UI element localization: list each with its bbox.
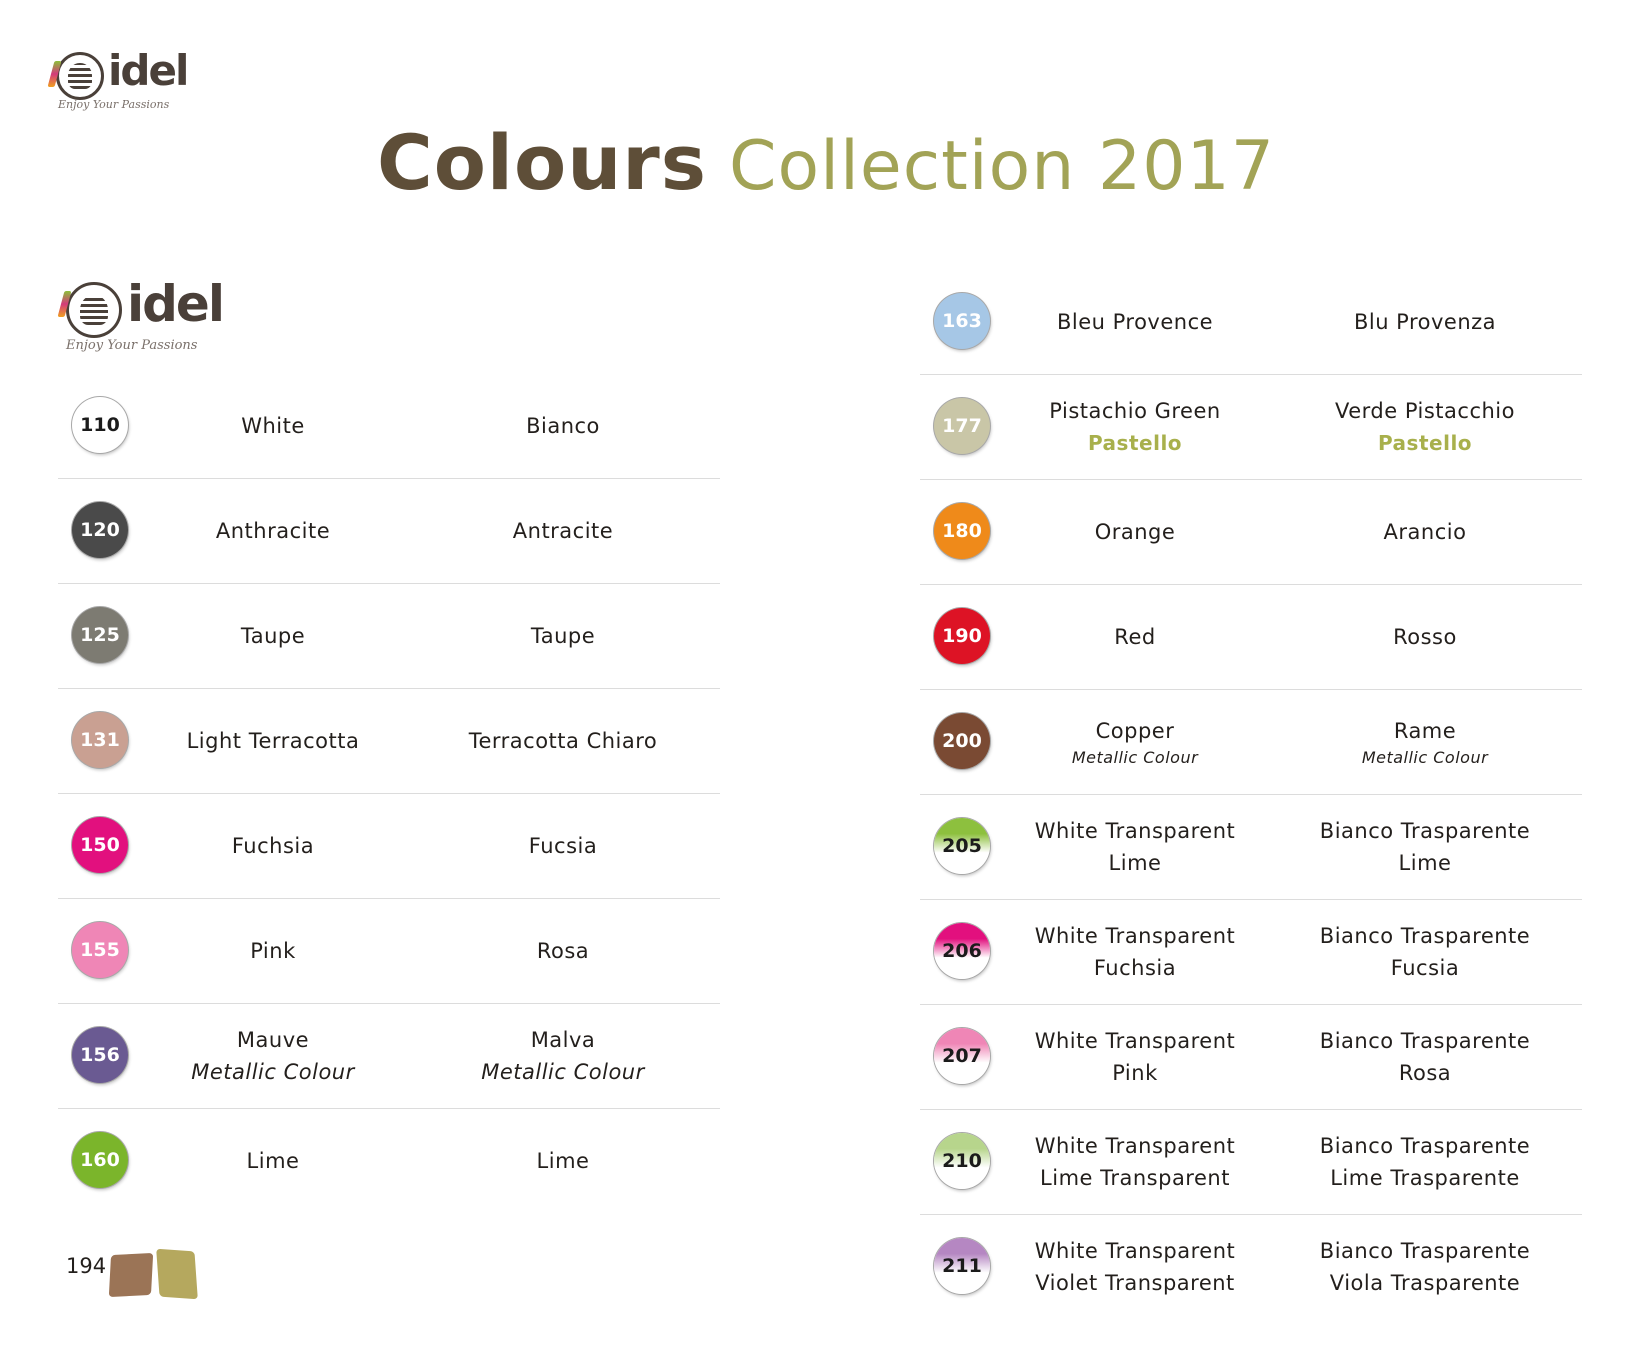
color-row xyxy=(920,585,1582,690)
english-name: Red xyxy=(1114,625,1156,649)
english-name: Pink xyxy=(250,939,296,963)
color-swatch-badge xyxy=(72,817,128,873)
english-name: Copper xyxy=(1095,719,1175,743)
english-name: White Transparent xyxy=(1034,1239,1236,1263)
english-name-cell xyxy=(168,794,378,898)
italian-name-detail: Rosa xyxy=(1398,1061,1452,1085)
color-code: 131 xyxy=(80,729,120,751)
logo-emblem-icon xyxy=(56,52,104,100)
italian-name-cell xyxy=(448,1004,678,1108)
color-row xyxy=(58,1109,720,1213)
english-name-detail: Pink xyxy=(1112,1061,1158,1085)
italian-name: Fucsia xyxy=(528,834,598,858)
color-code: 206 xyxy=(942,940,982,962)
color-swatch-badge xyxy=(72,922,128,978)
color-code: 177 xyxy=(942,415,982,437)
english-name-detail: Lime xyxy=(1108,851,1162,875)
color-row xyxy=(920,270,1582,375)
italian-name-detail: Metallic Colour xyxy=(481,1060,645,1084)
italian-name: Rosso xyxy=(1393,625,1457,649)
italian-name-cell xyxy=(448,794,678,898)
italian-name-detail: Fucsia xyxy=(1390,956,1460,980)
color-code: 163 xyxy=(942,310,982,332)
logo-emblem-icon xyxy=(66,282,122,338)
italian-name-detail: Metallic Colour xyxy=(1361,748,1489,767)
italian-name: Bianco Trasparente xyxy=(1319,1134,1531,1158)
page-title xyxy=(0,118,1652,207)
color-code: 205 xyxy=(942,835,982,857)
italian-name-cell xyxy=(1310,690,1540,794)
title-sub: Collection 2017 xyxy=(729,127,1276,206)
color-swatch-badge xyxy=(72,1132,128,1188)
color-table-left xyxy=(58,374,720,1213)
italian-name-cell xyxy=(1310,375,1540,479)
english-name-detail: Pastello xyxy=(1087,431,1183,455)
english-name-cell xyxy=(1030,375,1240,479)
italian-name: Arancio xyxy=(1383,520,1467,544)
color-code: 120 xyxy=(80,519,120,541)
italian-name-cell xyxy=(448,374,678,478)
color-row xyxy=(920,795,1582,900)
brand-logo xyxy=(56,46,188,111)
color-row xyxy=(58,479,720,584)
english-name-cell xyxy=(168,1109,378,1213)
english-name: Anthracite xyxy=(215,519,331,543)
italian-name: Bianco Trasparente xyxy=(1319,1029,1531,1053)
italian-name-cell xyxy=(448,479,678,583)
english-name: White Transparent xyxy=(1034,1029,1236,1053)
color-swatch-badge xyxy=(72,712,128,768)
english-name-cell xyxy=(1030,690,1240,794)
clay-swatch-olive-icon xyxy=(156,1249,198,1300)
english-name: Taupe xyxy=(240,624,306,648)
english-name-cell xyxy=(1030,480,1240,584)
color-swatch-badge xyxy=(934,293,990,349)
color-swatch-badge xyxy=(72,502,128,558)
color-code: 190 xyxy=(942,625,982,647)
english-name-cell xyxy=(1030,1005,1240,1109)
color-row xyxy=(920,1215,1582,1319)
color-swatch-badge xyxy=(934,818,990,874)
color-row xyxy=(58,794,720,899)
italian-name-cell xyxy=(1310,1110,1540,1214)
color-code: 200 xyxy=(942,730,982,752)
color-swatch-badge xyxy=(934,503,990,559)
color-row xyxy=(58,374,720,479)
color-swatch-badge xyxy=(934,713,990,769)
italian-name-cell xyxy=(1310,795,1540,899)
color-swatch-badge xyxy=(934,1028,990,1084)
table-logo xyxy=(66,275,223,353)
english-name-cell xyxy=(168,1004,378,1108)
english-name: Orange xyxy=(1094,520,1176,544)
english-name-cell xyxy=(1030,900,1240,1004)
italian-name: Terracotta Chiaro xyxy=(468,729,658,753)
english-name-cell xyxy=(168,899,378,1003)
color-row xyxy=(920,480,1582,585)
english-name: White Transparent xyxy=(1034,1134,1236,1158)
italian-name: Lime xyxy=(536,1149,590,1173)
italian-name-detail: Lime xyxy=(1398,851,1452,875)
english-name-detail: Metallic Colour xyxy=(1071,748,1199,767)
english-name-cell xyxy=(168,479,378,583)
color-row xyxy=(58,899,720,1004)
english-name: Pistachio Green xyxy=(1049,399,1221,423)
title-main: Colours xyxy=(376,118,708,207)
english-name-cell xyxy=(168,584,378,688)
english-name: White Transparent xyxy=(1034,924,1236,948)
english-name-detail: Lime Transparent xyxy=(1040,1166,1230,1190)
italian-name: Bianco Trasparente xyxy=(1319,924,1531,948)
italian-name: Bianco Trasparente xyxy=(1319,819,1531,843)
color-code: 110 xyxy=(80,414,120,436)
color-swatch-badge xyxy=(934,1238,990,1294)
english-name-cell xyxy=(1030,1215,1240,1319)
italian-name: Rame xyxy=(1393,719,1457,743)
color-row xyxy=(920,900,1582,1005)
color-code: 160 xyxy=(80,1149,120,1171)
italian-name-cell xyxy=(1310,585,1540,689)
color-swatch-badge xyxy=(72,1027,128,1083)
logo-tagline: Enjoy Your Passions xyxy=(58,98,170,111)
color-swatch-badge xyxy=(934,608,990,664)
italian-name-detail: Viola Trasparente xyxy=(1329,1271,1521,1295)
color-row xyxy=(58,689,720,794)
english-name: Light Terracotta xyxy=(186,729,360,753)
color-row xyxy=(920,1005,1582,1110)
italian-name: Bianco xyxy=(526,414,600,438)
italian-name-cell xyxy=(1310,270,1540,374)
color-swatch-badge xyxy=(934,398,990,454)
color-code: 211 xyxy=(942,1255,982,1277)
english-name-detail: Metallic Colour xyxy=(191,1060,355,1084)
italian-name-cell xyxy=(1310,1215,1540,1319)
italian-name: Rosa xyxy=(536,939,590,963)
logo-tagline: Enjoy Your Passions xyxy=(66,338,198,353)
clay-swatch-brown-icon xyxy=(109,1253,153,1297)
italian-name-cell xyxy=(448,899,678,1003)
italian-name-cell xyxy=(448,689,678,793)
italian-name: Verde Pistacchio xyxy=(1334,399,1515,423)
color-code: 180 xyxy=(942,520,982,542)
english-name-cell xyxy=(168,689,378,793)
italian-name: Blu Provenza xyxy=(1353,310,1497,334)
color-row xyxy=(920,690,1582,795)
english-name: White xyxy=(241,414,305,438)
color-row xyxy=(920,1110,1582,1215)
page-number: 194 xyxy=(66,1254,107,1278)
english-name-detail: Violet Transparent xyxy=(1035,1271,1235,1295)
italian-name-detail: Lime Trasparente xyxy=(1330,1166,1520,1190)
italian-name: Malva xyxy=(530,1028,596,1052)
color-code: 125 xyxy=(80,624,120,646)
english-name-detail: Fuchsia xyxy=(1093,956,1177,980)
color-table-right xyxy=(920,270,1582,1319)
color-code: 207 xyxy=(942,1045,982,1067)
color-swatch-badge xyxy=(934,1133,990,1189)
english-name: Bleu Provence xyxy=(1056,310,1214,334)
english-name-cell xyxy=(168,374,378,478)
color-code: 210 xyxy=(942,1150,982,1172)
english-name: Fuchsia xyxy=(231,834,315,858)
color-swatch-badge xyxy=(72,607,128,663)
italian-name-detail: Pastello xyxy=(1377,431,1473,455)
color-row xyxy=(58,584,720,689)
italian-name-cell xyxy=(448,584,678,688)
color-swatch-badge xyxy=(72,397,128,453)
italian-name-cell xyxy=(1310,1005,1540,1109)
color-row xyxy=(920,375,1582,480)
italian-name-cell xyxy=(1310,480,1540,584)
color-swatch-badge xyxy=(934,923,990,979)
italian-name: Bianco Trasparente xyxy=(1319,1239,1531,1263)
english-name-cell xyxy=(1030,1110,1240,1214)
color-code: 155 xyxy=(80,939,120,961)
english-name: Lime xyxy=(246,1149,300,1173)
italian-name: Antracite xyxy=(512,519,614,543)
english-name: White Transparent xyxy=(1034,819,1236,843)
english-name: Mauve xyxy=(236,1028,310,1052)
logo-wordmark: idel xyxy=(108,46,188,95)
color-code: 156 xyxy=(80,1044,120,1066)
english-name-cell xyxy=(1030,795,1240,899)
italian-name: Taupe xyxy=(530,624,596,648)
color-row xyxy=(58,1004,720,1109)
italian-name-cell xyxy=(1310,900,1540,1004)
english-name-cell xyxy=(1030,585,1240,689)
color-code: 150 xyxy=(80,834,120,856)
english-name-cell xyxy=(1030,270,1240,374)
logo-wordmark: idel xyxy=(127,275,223,333)
italian-name-cell xyxy=(448,1109,678,1213)
